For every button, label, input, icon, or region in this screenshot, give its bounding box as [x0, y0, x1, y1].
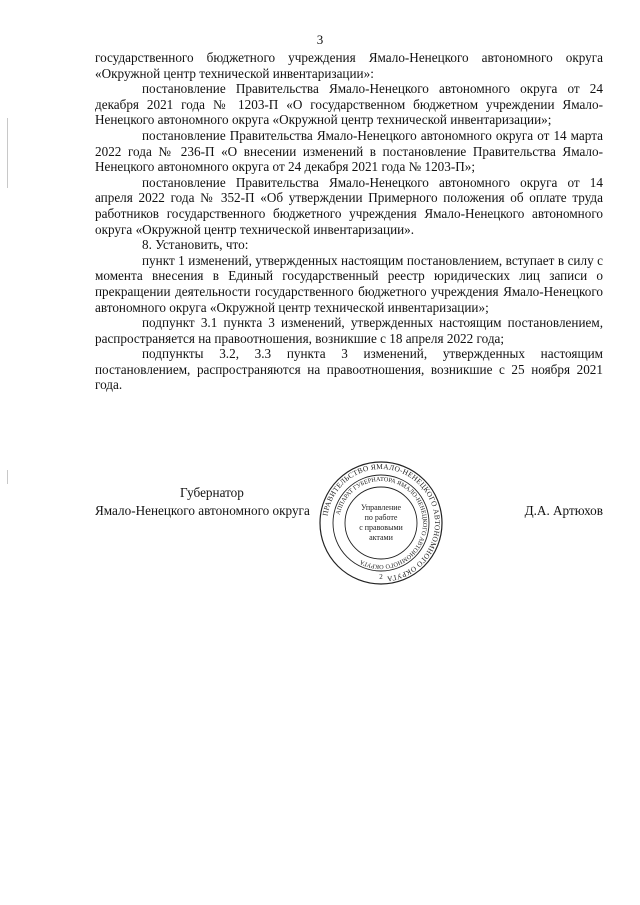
svg-text:АППАРАТ ГУБЕРНАТОРА ЯМАЛО-НЕНЕ: АППАРАТ ГУБЕРНАТОРА ЯМАЛО-НЕНЕЦКОГО АВТОНОМНОГО ОКРУГА: [334, 475, 429, 571]
seal-line: с правовыми: [359, 523, 403, 532]
official-seal: [318, 460, 444, 586]
paragraph: постановление Правительства Ямало-Ненецкого автономного округа от 14 апреля 2022 года № 352-П «Об утверждении Примерного положения об оплате труда работников государственного бюджетного учреждения Ямало-Ненецкого автономного округа «Окружной центр технической инвентаризации».: [95, 174, 603, 237]
paragraph: пункт 1 изменений, утвержденных настоящим постановлением, вступает в силу с момента внесения в Единый государственный реестр юридических лиц записи о прекращении деятельности государственного бюджетного учреждения Ямало-Ненецкого автономного округа «Окружной центр технической инвентаризации»;: [95, 252, 603, 315]
signer-title-region: Ямало-Ненецкого автономного округа: [95, 503, 310, 518]
paragraph: подпункт 3.1 пункта 3 изменений, утвержденных настоящим постановлением, распространяется на правоотношения, возникшие с 18 апреля 2022 года;: [95, 315, 603, 346]
seal-line: актами: [369, 533, 393, 542]
paragraph: постановление Правительства Ямало-Ненецкого автономного округа от 24 декабря 2021 года № 1203-П «О государственном бюджетном учреждении Ямало-Ненецкого автономного округа «Окружной центр технической инвентаризации»;: [95, 81, 603, 128]
seal-number: 2: [379, 573, 383, 581]
margin-mark: [7, 118, 8, 188]
page-number: 3: [316, 32, 324, 47]
signer-title: Губернатор: [180, 485, 244, 500]
seal-line: Управление: [360, 503, 402, 512]
paragraph: 8. Установить, что:: [142, 237, 249, 253]
document-body: [95, 50, 603, 393]
paragraph: подпункты 3.2, 3.3 пункта 3 изменений, утвержденных настоящим постановлением, распространяются на правоотношения, возникшие с 25 ноября 2021 года.: [95, 346, 603, 393]
margin-mark: [7, 470, 8, 484]
seal-line: по работе: [364, 513, 398, 522]
paragraph: государственного бюджетного учреждения Ямало-Ненецкого автономного округа «Окружной центр технической инвентаризации»:: [95, 50, 603, 81]
paragraph: постановление Правительства Ямало-Ненецкого автономного округа от 14 марта 2022 года № 236-П «О внесении изменений в постановление Правительства Ямало-Ненецкого автономного округа от 24 декабря 2021 года № 1203-П»;: [95, 127, 603, 175]
svg-text:ПРАВИТЕЛЬСТВО ЯМАЛО-НЕНЕЦКОГО: ПРАВИТЕЛЬСТВО ЯМАЛО-НЕНЕЦКОГО АВТОНОМНОГО ОКРУГА: [320, 461, 443, 584]
signer-name: Д.А. Артюхов: [524, 503, 603, 518]
seal-icon: [318, 460, 444, 586]
